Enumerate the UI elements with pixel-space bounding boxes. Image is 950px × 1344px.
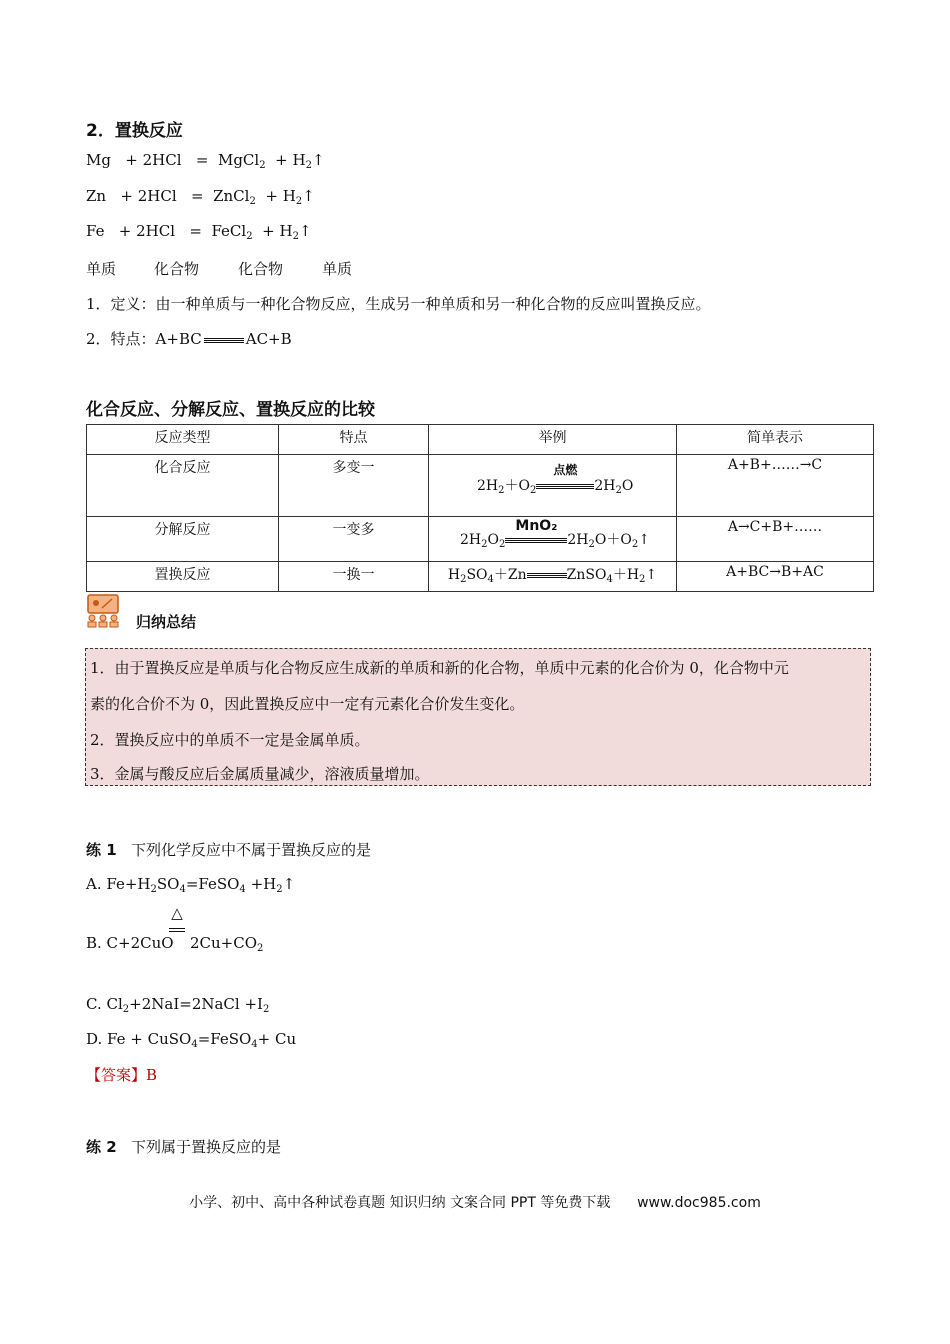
- reaction-example: $H_2SO_4+Zn$ $ZnSO_4+H_2↑$: [429, 562, 677, 592]
- practice1-question: [86, 839, 371, 860]
- condition-label: MnO₂: [515, 518, 558, 534]
- option-b: [86, 934, 174, 952]
- option-c: C. $Cl_2+2NaI=2NaCl +I_2$: [86, 995, 270, 1015]
- reaction-feature: 多变一: [279, 455, 429, 517]
- eq-product: MgCl: [217, 151, 260, 169]
- option-b-right: $2Cu+CO_2$: [190, 934, 264, 954]
- footer-site-link[interactable]: www.doc985.com: [637, 1195, 761, 1211]
- eq-product: FeCl: [211, 222, 247, 240]
- section-title: 2．置换反应: [86, 121, 183, 141]
- eq-gas: + H: [262, 222, 293, 240]
- equation-zn: [86, 187, 315, 207]
- eq-subscript: 2: [305, 160, 312, 171]
- reaction-feature: 一换一: [279, 562, 429, 592]
- eq-subscript: 2: [249, 196, 256, 207]
- practice2-question: [86, 1136, 281, 1157]
- equation-fe: [86, 222, 312, 242]
- practice-text: 下列化学反应中不属于置换反应的是: [130, 841, 371, 859]
- option-text: D. Fe + CuSO: [86, 1030, 192, 1048]
- reaction-feature: 一变多: [279, 517, 429, 562]
- eq-sign: =: [189, 222, 202, 240]
- heat-condition-icon: △: [171, 904, 183, 922]
- eq-gas: + H: [265, 187, 296, 205]
- option-d: D. Fe + CuSO$_4$=FeSO$_4$+ Cu: [86, 1030, 297, 1050]
- feature-right: AC+B: [245, 330, 292, 348]
- reaction-example: $2H_2+O_2$ 点燃 $2H_2O$: [429, 455, 677, 517]
- condition-label: 点燃: [553, 463, 578, 477]
- table-header-row: [87, 425, 874, 455]
- summary-line: 2．置换反应中的单质不一定是金属单质。: [90, 731, 370, 749]
- summary-heading: 归纳总结: [136, 613, 197, 631]
- reaction-simple: A→C+B+……: [677, 517, 874, 562]
- reaction-simple: A+B+……→C: [677, 455, 874, 517]
- table-header: 简单表示: [677, 425, 874, 455]
- comparison-table: [86, 424, 874, 592]
- table-row: [87, 517, 874, 562]
- comparison-title: 化合反应、分解反应、置换反应的比较: [86, 400, 375, 420]
- equation-mg: [86, 151, 325, 171]
- answer: 【答案】B: [86, 1066, 158, 1084]
- eq-acid: + 2HCl: [120, 187, 177, 205]
- feature: [86, 328, 292, 349]
- reaction-type: 分解反应: [87, 517, 279, 562]
- practice-text: 下列属于置换反应的是: [130, 1138, 281, 1156]
- summary-box: [85, 648, 871, 786]
- eq-subscript: 2: [259, 160, 266, 171]
- eq-product: ZnCl: [213, 187, 250, 205]
- summary-line: 1．由于置换反应是单质与化合物反应生成新的单质和新的化合物，单质中元素的化合价为 0，化合物中元: [90, 659, 789, 677]
- table-row: [87, 562, 874, 592]
- eq-reactant: Mg: [86, 151, 111, 169]
- eq-acid: + 2HCl: [118, 222, 176, 240]
- eq-subscript: 2: [295, 196, 303, 207]
- reaction-example: $2H_2O_2$ MnO₂ $2H_2O+O_2↑$: [429, 517, 677, 562]
- summary-icon: [86, 594, 120, 628]
- up-arrow-icon: ↑: [298, 222, 312, 240]
- option-text: C. Cl: [86, 995, 123, 1013]
- species-label: 化合物: [238, 260, 284, 278]
- summary-line: 素的化合价不为 0，因此置换反应中一定有元素化合价发生变化。: [90, 695, 525, 713]
- summary-line: 3．金属与酸反应后金属质量减少，溶液质量增加。: [90, 765, 430, 783]
- species-label: 单质: [322, 260, 353, 278]
- eq-gas: + H: [275, 151, 306, 169]
- eq-subscript: 2: [246, 231, 253, 242]
- eq-sign: =: [195, 151, 209, 169]
- practice-label: 练 2: [86, 1138, 117, 1156]
- table-row: [87, 455, 874, 517]
- equals-bar: [204, 338, 244, 343]
- option-text: 2Cu+CO: [190, 934, 258, 952]
- reaction-type: 置换反应: [87, 562, 279, 592]
- option-text: B. C+2CuO: [86, 934, 174, 952]
- up-arrow-icon: ↑: [311, 151, 325, 169]
- species-label: 化合物: [154, 260, 200, 278]
- practice-label: 练 1: [86, 841, 117, 859]
- up-arrow-icon: ↑: [302, 187, 315, 205]
- species-label: 单质: [86, 260, 117, 278]
- definition: 1．定义：由一种单质与一种化合物反应，生成另一种单质和另一种化合物的反应叫置换反应。: [86, 295, 711, 313]
- eq-acid: + 2HCl: [125, 151, 182, 169]
- reaction-simple: A+BC→B+AC: [677, 562, 874, 592]
- table-header: 反应类型: [87, 425, 279, 455]
- eq-reactant: Fe: [86, 222, 105, 240]
- eq-subscript: 2: [292, 231, 299, 242]
- reaction-type: 化合反应: [87, 455, 279, 517]
- feature-left: 2．特点：A+BC: [86, 330, 202, 348]
- table-header: 特点: [279, 425, 429, 455]
- footer-text: 小学、初中、高中各种试卷真题 知识归纳 文案合同 PPT 等免费下载: [189, 1195, 611, 1211]
- option-a: A. $Fe+H_2SO_4=FeSO_4$ $+H_2↑$: [86, 875, 296, 895]
- table-header: 举例: [429, 425, 677, 455]
- footer: [0, 1192, 950, 1212]
- eq-sign: =: [190, 187, 204, 205]
- option-text: A. Fe+H: [86, 875, 151, 893]
- eq-reactant: Zn: [86, 187, 107, 205]
